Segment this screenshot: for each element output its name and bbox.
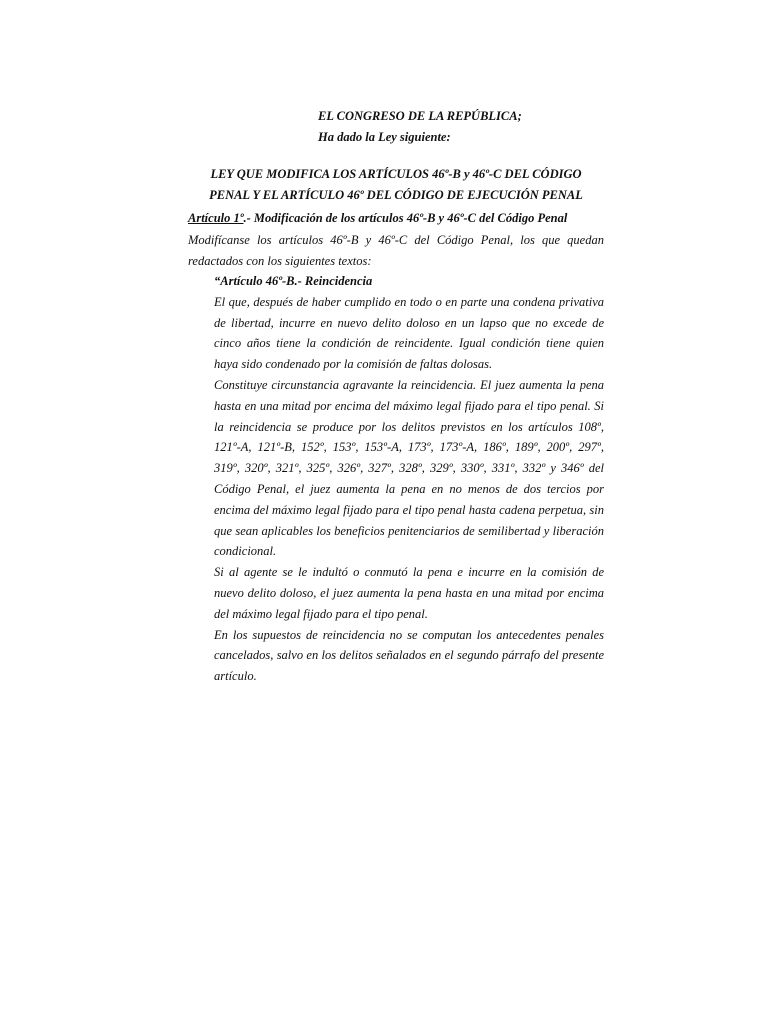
article-46b-paragraph-4: En los supuestos de reincidencia no se computan los antecedentes penales cancelados, salvo en los delitos señalados en el segundo párrafo del presente artículo. — [214, 627, 604, 684]
article-1-title: .- Modificación de los artículos 46º-B y 46º-C del Código Penal — [243, 211, 568, 225]
law-title — [188, 164, 604, 206]
article-46b-paragraph-2: Constituye circunstancia agravante la reincidencia. El juez aumenta la pena hasta en una mitad por encima del máximo legal fijado para el tipo penal. Si la reincidencia se produce por los delitos previstos en los artículos 108º, 121º-A, 121º-B, 152º, 153º, 153º-A, 173º, 173º-A, 186º, 189º, 200º, 297º, 319º, 320º, 321º, 325º, 326º, 327º, 328º, 329º, 330º, 331º, 332º y 346º del Código Penal, el juez aumenta la pena en no menos de dos tercios por encima del máximo legal fijado para el tipo penal hasta cadena perpetua, sin que sean aplicables los beneficios penitenciarios de semilibertad y liberación condicional. — [214, 377, 604, 559]
article-46b-heading: “Artículo 46º-B.- Reincidencia — [214, 274, 373, 288]
article-1-number: Artículo 1º — [188, 211, 244, 225]
article-46b-block — [214, 271, 604, 687]
article-1-intro: Modifícanse los artículos 46º-B y 46º-C del Código Penal, los que quedan redactados con los siguientes textos: — [188, 233, 604, 268]
law-title-line-1: LEY QUE MODIFICA LOS ARTÍCULOS 46º-B y 46º-C DEL CÓDIGO — [210, 167, 582, 181]
law-enactment-line: Ha dado la Ley siguiente: — [318, 130, 451, 144]
article-46b-paragraph-3: Si al agente se le indultó o conmutó la pena e incurre en la comisión de nuevo delito doloso, el juez aumenta la pena hasta en una mitad por encima del máximo legal fijado para el tipo penal. — [214, 565, 604, 621]
congress-heading: EL CONGRESO DE LA REPÚBLICA; — [318, 109, 522, 123]
law-title-line-2: PENAL Y EL ARTÍCULO 46º DEL CÓDIGO DE EJECUCIÓN PENAL — [209, 188, 583, 202]
article-46b-paragraph-1: El que, después de haber cumplido en todo o en parte una condena privativa de libertad, incurre en nuevo delito doloso en un lapso que no excede de cinco años tiene la condición de reincidente. Igual condición tiene quien haya sido condenado por la comisión de faltas dolosas. — [214, 294, 604, 372]
article-1-heading — [188, 208, 567, 229]
